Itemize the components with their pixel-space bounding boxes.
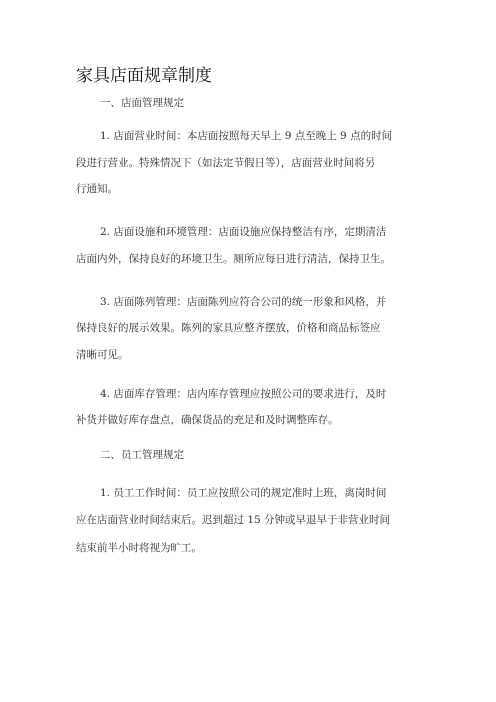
paragraph-line: 1. 员工工作时间：员工应按照公司的规定准时上班，离岗时间: [100, 487, 387, 499]
section-heading-staff-management: 二、员工管理规定: [100, 449, 184, 461]
paragraph-line: 1. 店面营业时间：本店面按照每天早上 9 点至晚上 9 点的时间: [100, 130, 393, 142]
section-heading-store-management: 一、店面管理规定: [100, 97, 184, 109]
paragraph-line: 3. 店面陈列管理：店面陈列应符合公司的统一形象和风格，并: [100, 296, 387, 308]
document-title: 家具店面规章制度: [76, 66, 212, 86]
paragraph-line: 4. 店面库存管理：店内库存管理应按照公司的要求进行，及时: [100, 388, 387, 400]
paragraph-line: 2. 店面设施和环境管理：店面设施应保持整洁有序，定期清洁: [100, 226, 387, 238]
paragraph-line: 结束前半小时将视为旷工。: [76, 542, 202, 554]
paragraph-line: 补货并做好库存盘点，确保货品的充足和及时调整库存。: [76, 414, 339, 426]
paragraph-line: 店面内外，保持良好的环境卫生。厕所应每日进行清洁，保持卫生。: [76, 253, 391, 265]
paragraph-line: 行通知。: [76, 183, 118, 195]
paragraph-line: 清晰可见。: [76, 349, 129, 361]
paragraph-line: 应在店面营业时间结束后。迟到超过 15 分钟或早退早于非营业时间: [76, 514, 391, 526]
paragraph-line: 段进行营业。特殊情况下（如法定节假日等），店面营业时间将另: [76, 157, 376, 169]
paragraph-line: 保持良好的展示效果。陈列的家具应整齐摆放，价格和商品标签应: [76, 322, 381, 334]
